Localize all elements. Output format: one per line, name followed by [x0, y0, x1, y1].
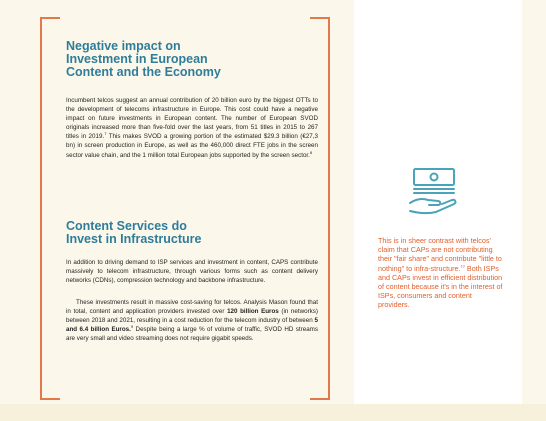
p1-text-b: This makes SVOD a growing portion of the estimated $29.3 billion (€27,3 bn) in screen production in Europe, as well as the 460,000 direct FTE jobs in the screen sector value chain, and the 1 million total European jobs supported by the screen sector. — [66, 133, 318, 159]
side-text-b: Both ISPs and CAPs invest in efficient distribution of content because it's in the interest of ISPs, consumers and content providers. — [378, 263, 503, 310]
side-callout — [378, 236, 504, 310]
heading-line: Content and the Economy — [66, 65, 221, 79]
heading-line: Invest in Infrastructure — [66, 232, 202, 246]
left-bracket — [40, 17, 60, 400]
side-text-a: This is in sheer contrast with telcos' claim that CAPs are not contributing their "fair share" and contribute "little to nothing" to infra-structure. — [378, 236, 502, 273]
p3-text-a: These investments result in massive cost-saving for telcos. Analysis Mason found that in total, content and application providers invested over — [66, 299, 318, 316]
paragraph-negative-impact — [66, 96, 318, 160]
footnote-ref-8: 8 — [309, 149, 313, 155]
heading-line: Negative impact on — [66, 39, 181, 53]
footnote-ref-10: 10 — [460, 263, 465, 269]
p3-text-c: Despite being a large % of volume of traffic, SVOD HD streams are very small and video streaming does not require gigabit speeds. — [66, 326, 318, 343]
paragraph-cost-saving — [66, 298, 318, 343]
heading-negative-impact — [66, 40, 318, 79]
paragraph-infrastructure: In addition to driving demand to ISP services and investment in content, CAPS contribute massively to telecom infrastructure, through various forms such as content delivery networks (CDNs), compression technology and backbone infrastructure. — [66, 259, 318, 285]
footnote-ref-7: 7 — [104, 131, 107, 137]
p3-text-b: (in networks) between 2018 and 2021, resulting in a cost reduction for the telecom industry of between — [66, 308, 318, 325]
p1-text-a: Incumbent telcos suggest an annual contribution of 20 billion euro by the biggest OTTs to the development of telecoms infrastructure in Europe. This cost could have a negative impact on future investments in European content. The number of European SVOD originals increased more than five-fold over the last years, from 51 titles in 2015 to 267 titles in 2019. — [66, 97, 318, 141]
p3-bold-b: 5 and 6.4 billion Euros. — [66, 317, 318, 334]
heading-line: Investment in European — [66, 52, 208, 66]
heading-line: Content Services do — [66, 219, 187, 233]
heading-content-services — [66, 220, 318, 246]
side-panel — [354, 0, 522, 404]
money-hand-icon — [404, 163, 464, 219]
p3-bold-a: 120 billion Euros — [227, 308, 279, 316]
bottom-band — [0, 404, 546, 421]
footnote-ref-9: 9 — [130, 324, 134, 330]
